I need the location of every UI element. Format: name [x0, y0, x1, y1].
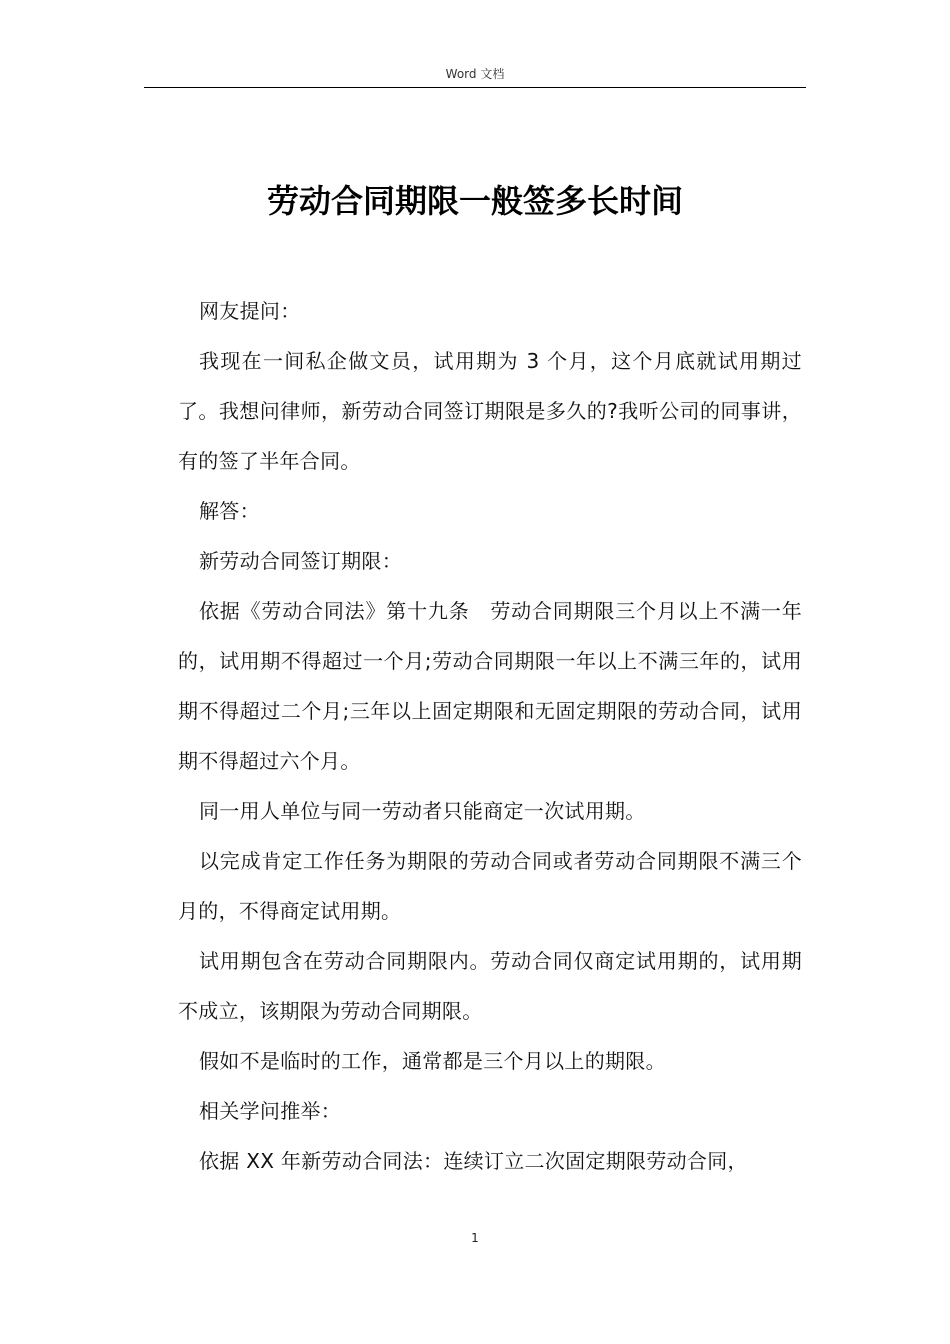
paragraph: 同一用人单位与同一劳动者只能商定一次试用期。: [199, 799, 646, 823]
paragraph: 我现在一间私企做文员，试用期为 3 个月，这个月底就试用期过了。我想问律师，新劳动合同签订期限是多久的?我听公司的同事讲，有的签了半年合同。: [178, 349, 802, 473]
page-header: Word 文档: [445, 67, 505, 81]
paragraph: 依据《劳动合同法》第十九条 劳动合同期限三个月以上不满一年的，试用期不得超过一个月;劳动合同期限一年以上不满三年的，试用期不得超过二个月;三年以上固定期限和无固定期限的劳动合同，试用期不得超过六个月。: [178, 599, 802, 773]
paragraph: 新劳动合同签订期限：: [199, 549, 402, 573]
paragraph: 假如不是临时的工作，通常都是三个月以上的期限。: [199, 1049, 666, 1073]
paragraph: 解答：: [199, 499, 260, 523]
header-divider: [144, 87, 806, 88]
page-number: 1: [471, 1231, 479, 1245]
paragraph: 相关学问推举：: [199, 1099, 342, 1123]
paragraph: 网友提问：: [199, 299, 301, 323]
paragraph: 试用期包含在劳动合同期限内。劳动合同仅商定试用期的，试用期不成立，该期限为劳动合同期限。: [178, 949, 802, 1023]
paragraph: 依据 XX 年新劳动合同法：连续订立二次固定期限劳动合同，: [199, 1149, 748, 1173]
document-body: [178, 286, 802, 1186]
document-title: 劳动合同期限一般签多长时间: [266, 182, 683, 221]
paragraph: 以完成肯定工作任务为期限的劳动合同或者劳动合同期限不满三个月的，不得商定试用期。: [178, 849, 802, 923]
